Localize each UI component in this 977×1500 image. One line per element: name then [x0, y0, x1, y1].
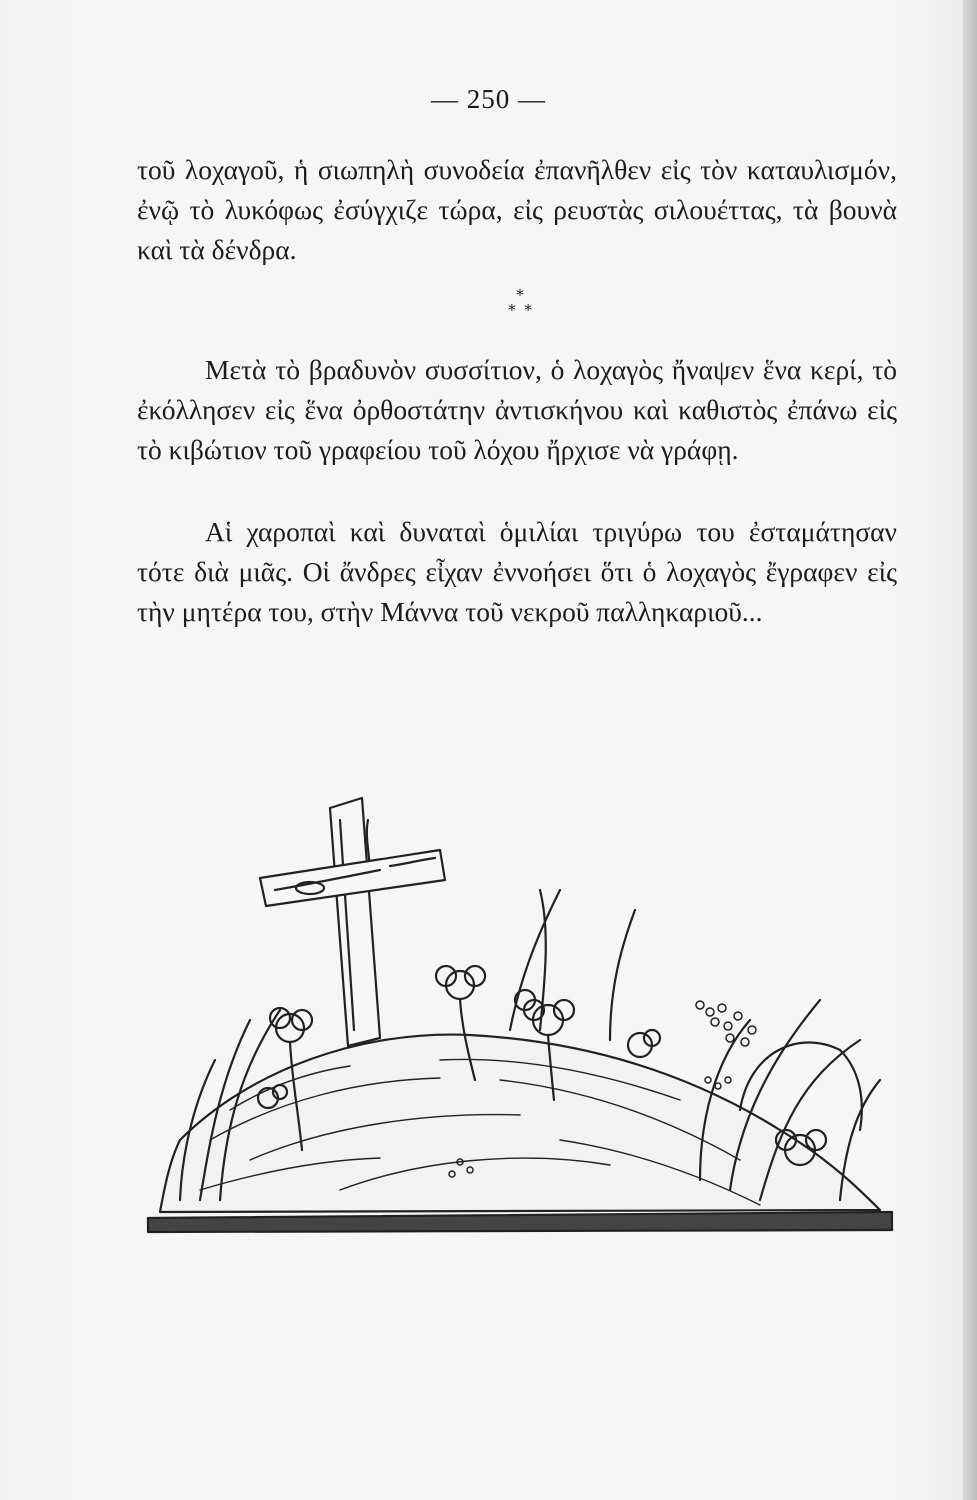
page-edge-shadow — [963, 0, 977, 1500]
section-asterism — [470, 288, 570, 328]
asterism-top: * — [516, 286, 524, 304]
paragraph-2: Μετὰ τὸ βραδυνὸν συσσίτιον, ὁ λοχαγὸς ἤναψεν ἕνα κερί, τὸ ἐκόλλησεν εἰς ἕνα ὀρθοστάτην ἀντισκήνου καὶ καθιστὸς ἐπάνω εἰς τὸ κιβώτιον τοῦ γραφείου τοῦ λόχου ἤρχισε νὰ γράφῃ. — [137, 354, 897, 465]
asterism-bottom: * * — [508, 301, 532, 319]
paragraph-1: τοῦ λοχαγοῦ, ἡ σιωπηλὴ συνοδεία ἐπανῆλθεν εἰς τὸν καταυλισμόν, ἐνῷ τὸ λυκόφως ἐσύγχιζε τώρα, εἰς ρευστὰς σιλουέττας, τὰ βουνὰ καὶ τὰ δένδρα. — [137, 154, 897, 265]
paragraph-3: Αἱ χαροπαὶ καὶ δυναταὶ ὁμιλίαι τριγύρω του ἐσταμάτησαν τότε διὰ μιᾶς. Οἱ ἄνδρες εἶχαν ἐννοήσει ὅτι ὁ λοχαγὸς ἔγραφεν εἰς τὴν μητέρα του, στὴν Μάννα τοῦ νεκροῦ παλληκαριοῦ... — [137, 516, 897, 627]
page-number: — 250 — — [431, 84, 546, 114]
grave-cross-illustration — [140, 780, 900, 1240]
